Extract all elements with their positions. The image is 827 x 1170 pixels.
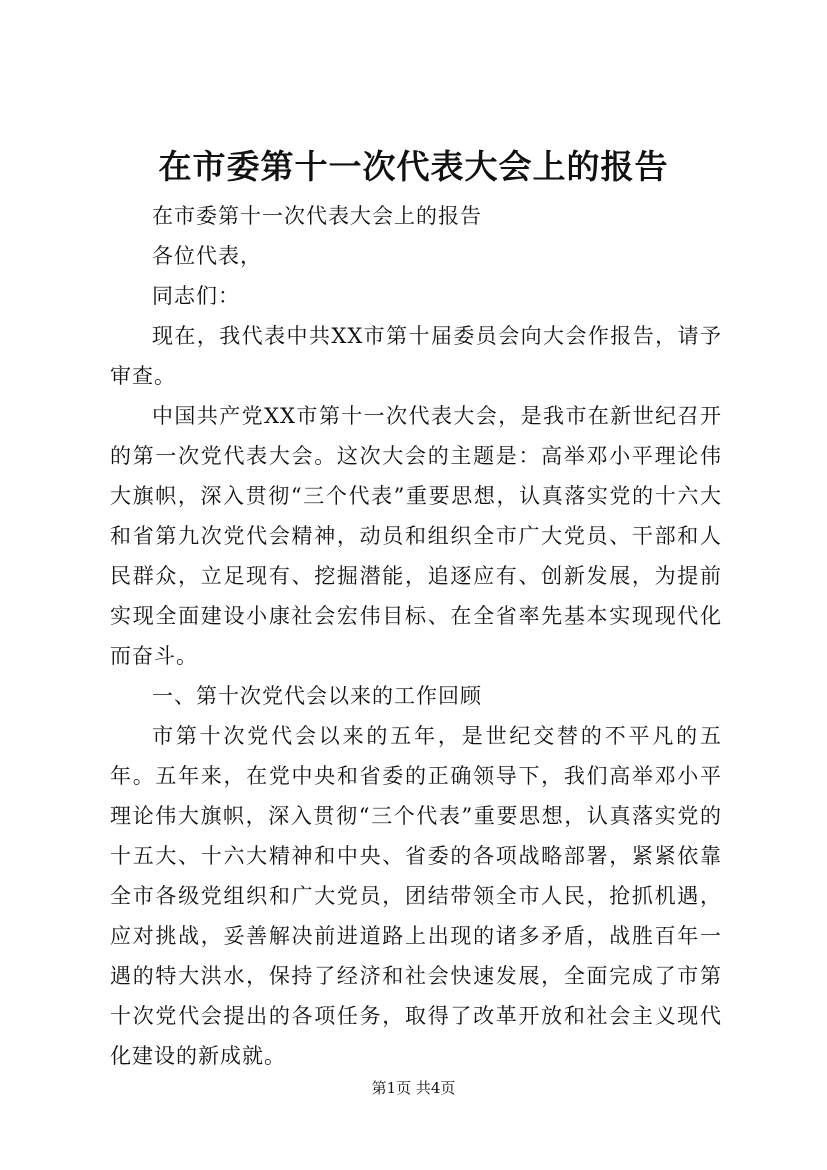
section-heading: 一、第十次党代会以来的工作回顾 [152,684,482,708]
paragraph-review: 市第十次党代会以来的五年，是世纪交替的不平凡的五年。五年来，在党中央和省委的正确领导下，我们高举邓小平理论伟大旗帜，深入贯彻“三个代表”重要思想，认真落实党的十五大、十六大精神和中央、省委的各项战略部署，紧紧依靠全市各级党组织和广大党员，团结带领全市人民，抢抓机遇，应对挑战，妥善解决前进道路上出现的诸多矛盾，战胜百年一遇的特大洪水，保持了经济和社会快速发展，全面完成了市第十次党代会提出的各项任务，取得了改革开放和社会主义现代化建设的新成就。 [110,724,722,1068]
document-body [110,196,722,1076]
document-title: 在市委第十一次代表大会上的报告 [158,147,669,186]
paragraph-congress-theme: 中国共产党XX市第十一次代表大会，是我市在新世纪召开的第一次党代表大会。这次大会的主题是：高举邓小平理论伟大旗帜，深入贯彻“三个代表”重要思想，认真落实党的十六大和省第九次党代会精神，动员和组织全市广大党员、干部和人民群众，立足现有、挖掘潜能，追逐应有、创新发展，为提前实现全面建设小康社会宏伟目标、在全省率先基本实现现代化而奋斗。 [110,404,722,668]
page-number: 第1页 共4页 [371,1079,456,1097]
paragraph-intro: 现在，我代表中共XX市第十届委员会向大会作报告，请予审查。 [110,324,722,388]
paragraph-salutation-comrades: 同志们： [152,284,240,308]
paragraph-salutation-delegates: 各位代表， [152,244,262,268]
paragraph-subtitle: 在市委第十一次代表大会上的报告 [152,204,482,228]
